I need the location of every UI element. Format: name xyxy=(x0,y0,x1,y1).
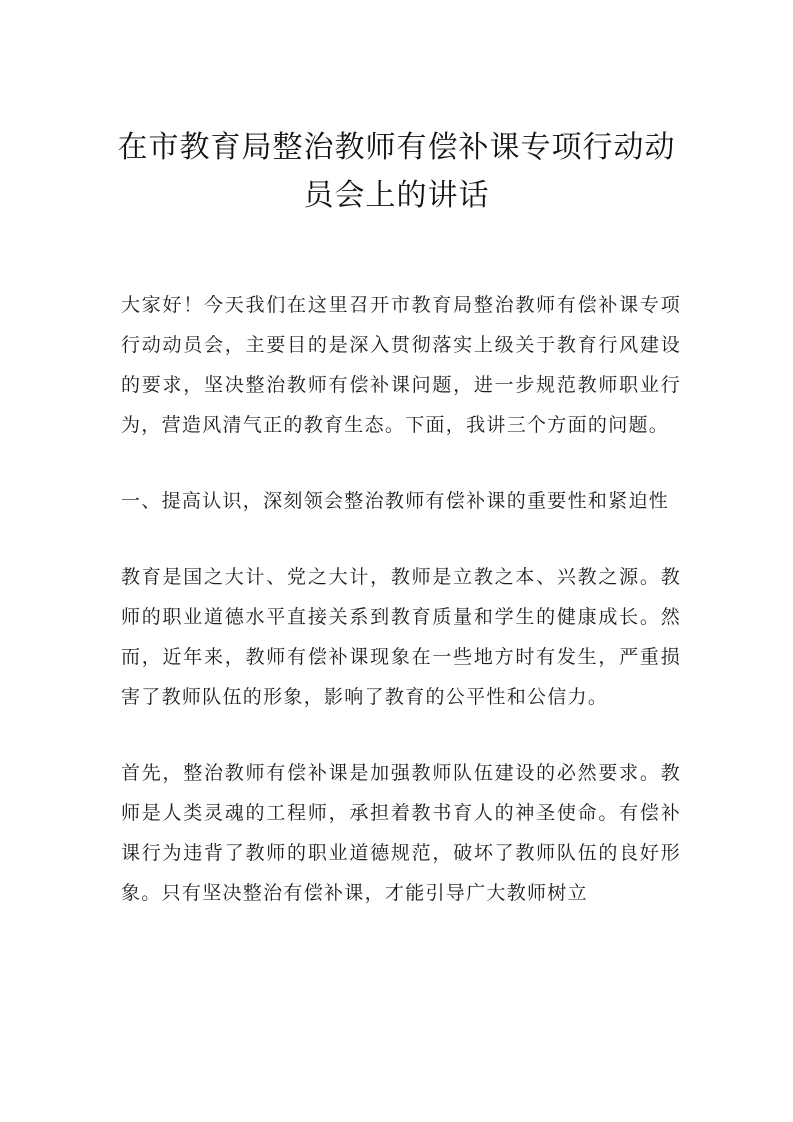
paragraph-first: 首先，整治教师有偿补课是加强教师队伍建设的必然要求。教师是人类灵魂的工程师，承担着教书育人的神圣使命。有偿补课行为违背了教师的职业道德规范，破坏了教师队伍的良好形象。只有坚决整治有偿补课，才能引导广大教师树立 xyxy=(121,762,681,904)
title-line-1: 在市教育局整治教师有偿补课专项行动动 xyxy=(117,130,676,165)
title-line-2: 员会上的讲话 xyxy=(303,178,490,213)
document-body xyxy=(121,285,681,949)
paragraph-intro: 大家好！今天我们在这里召开市教育局整治教师有偿补课专项行动动员会，主要目的是深入贯彻落实上级关于教育行风建设的要求，坚决整治教师有偿补课问题，进一步规范教师职业行为，营造风清气正的教育生态。下面，我讲三个方面的问题。 xyxy=(121,294,681,436)
document-title xyxy=(0,124,793,220)
paragraph-education: 教育是国之大计、党之大计，教师是立教之本、兴教之源。教师的职业道德水平直接关系到教育质量和学生的健康成长。然而，近年来，教师有偿补课现象在一些地方时有发生，严重损害了教师队伍的形象，影响了教育的公平性和公信力。 xyxy=(121,566,681,708)
section-heading-1: 一、提高认识，深刻领会整治教师有偿补课的重要性和紧迫性 xyxy=(121,490,670,512)
